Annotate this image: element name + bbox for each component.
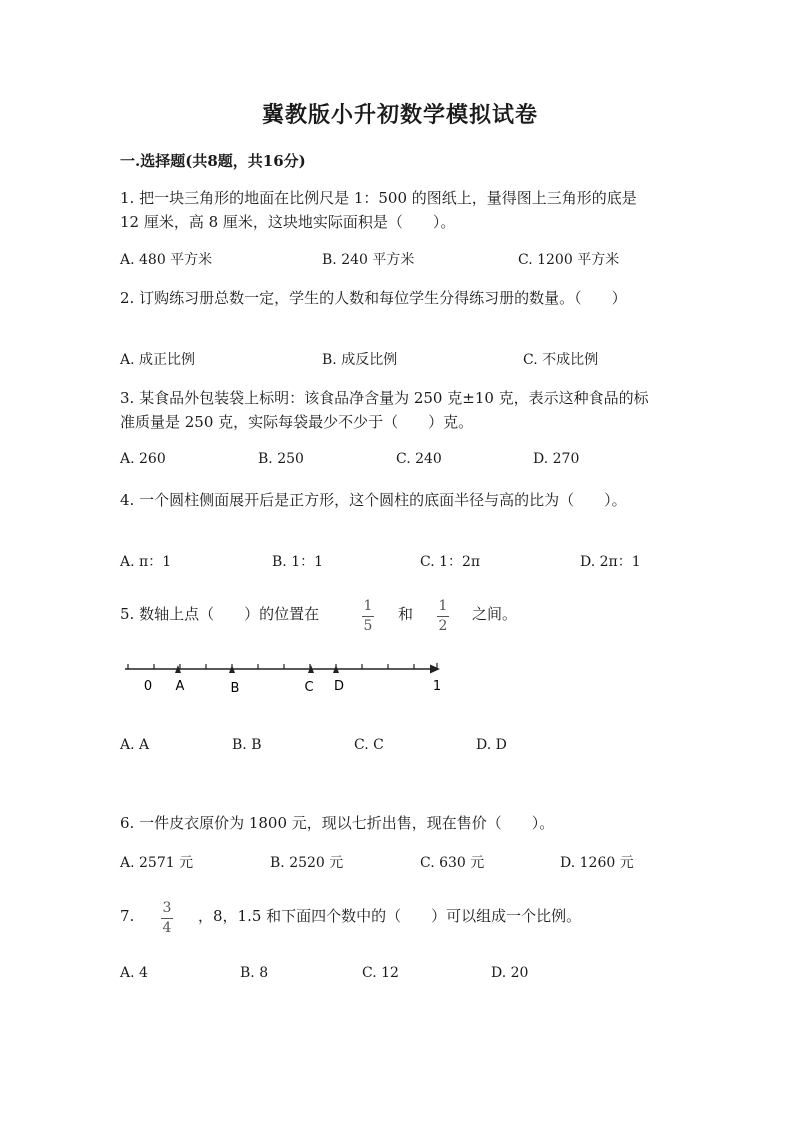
page-title: 冀教版小升初数学模拟试卷 (261, 102, 538, 128)
q4-option-d[interactable]: D. 2π：1 (580, 554, 641, 570)
label-d: D (333, 679, 345, 694)
q1-option-c[interactable]: C. 1200 平方米 (518, 252, 620, 268)
fraction-numerator: 1 (363, 598, 373, 614)
label-one: 1 (432, 679, 442, 694)
question-7-text: ，8，1.5 和下面四个数中的（ ）可以组成一个比例。 (198, 907, 582, 925)
question-5-text-b: 和 (398, 605, 414, 623)
question-3-line-1: 3. 某食品外包装袋上标明：该食品净含量为 250 克±10 克，表示这种食品的标 (120, 389, 649, 407)
q5-option-a[interactable]: A. A (120, 737, 150, 753)
question-4-line-1: 4. 一个圆柱侧面展开后是正方形，这个圆柱的底面半径与高的比为（ ）。 (120, 491, 627, 509)
label-b: B (230, 681, 240, 696)
q7-option-c[interactable]: C. 12 (362, 965, 399, 981)
fraction-one-fifth (362, 598, 374, 634)
number-line-arrow (430, 665, 440, 674)
fraction-bar (161, 918, 173, 919)
q6-option-c[interactable]: C. 630 元 (420, 855, 485, 871)
q5-option-b[interactable]: B. B (232, 737, 262, 753)
fraction-denominator: 4 (162, 920, 172, 936)
q3-option-c[interactable]: C. 240 (396, 451, 442, 467)
q1-option-b[interactable]: B. 240 平方米 (322, 252, 415, 268)
label-zero: 0 (143, 679, 153, 694)
q5-option-d[interactable]: D. D (476, 737, 507, 753)
q4-option-a[interactable]: A. π：1 (120, 554, 172, 570)
q1-option-a[interactable]: A. 480 平方米 (120, 252, 213, 268)
q6-option-a[interactable]: A. 2571 元 (120, 855, 194, 871)
number-line (118, 655, 458, 705)
q6-option-b[interactable]: B. 2520 元 (270, 855, 344, 871)
q7-option-d[interactable]: D. 20 (491, 965, 529, 981)
fraction-three-quarters (161, 900, 173, 936)
q6-option-d[interactable]: D. 1260 元 (560, 855, 634, 871)
fraction-bar (437, 616, 449, 617)
q3-option-d[interactable]: D. 270 (533, 451, 580, 467)
question-5-text-c: 之间。 (472, 605, 518, 623)
question-6-line-1: 6. 一件皮衣原价为 1800 元，现以七折出售，现在售价（ ）。 (120, 814, 555, 832)
q2-option-b[interactable]: B. 成反比例 (322, 352, 398, 368)
q3-option-b[interactable]: B. 250 (258, 451, 304, 467)
q4-option-c[interactable]: C. 1：2π (420, 554, 481, 570)
question-2-line-1: 2. 订购练习册总数一定，学生的人数和每位学生分得练习册的数量。（ ） (120, 289, 627, 307)
fraction-numerator: 3 (162, 900, 172, 916)
question-7-number: 7. (120, 907, 135, 925)
question-3-line-2: 准质量是 250 克，实际每袋最少不少于（ ）克。 (120, 413, 474, 431)
question-1-line-2: 12 厘米，高 8 厘米，这块地实际面积是（ ）。 (120, 213, 456, 231)
fraction-denominator: 2 (438, 618, 448, 634)
fraction-bar (362, 616, 374, 617)
question-5-text-a: 5. 数轴上点（ ）的位置在 (120, 605, 320, 623)
q7-option-b[interactable]: B. 8 (240, 965, 269, 981)
section-heading: 一.选择题(共8题，共16分) (120, 152, 306, 170)
q3-option-a[interactable]: A. 260 (120, 451, 166, 467)
label-c: C (304, 680, 314, 695)
label-a: A (175, 679, 185, 694)
q4-option-b[interactable]: B. 1：1 (272, 554, 324, 570)
fraction-one-half (437, 598, 449, 634)
question-1-line-1: 1. 把一块三角形的地面在比例尺是 1：500 的图纸上，量得图上三角形的底是 (120, 189, 637, 207)
q2-option-c[interactable]: C. 不成比例 (523, 352, 599, 368)
q7-option-a[interactable]: A. 4 (120, 965, 148, 981)
q2-option-a[interactable]: A. 成正比例 (120, 352, 196, 368)
q5-option-c[interactable]: C. C (354, 737, 384, 753)
fraction-numerator: 1 (438, 598, 448, 614)
fraction-denominator: 5 (363, 618, 373, 634)
